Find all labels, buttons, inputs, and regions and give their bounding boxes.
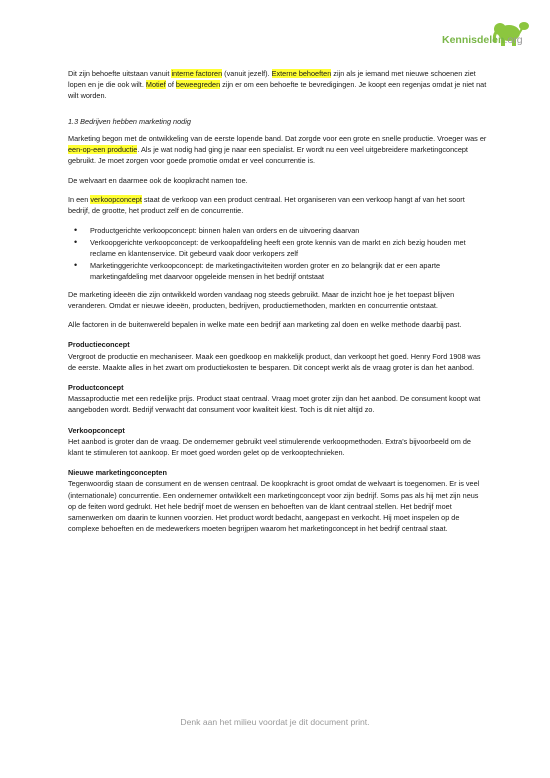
highlight-motief: Motief <box>145 80 166 90</box>
list-item: • Verkoopgerichte verkoopconcept: de verkoopafdeling heeft een grote kennis van de markt en zich bezig houden met reclame en klantenservice. Dit gebeurd vaak door verkopers zelf <box>90 237 488 259</box>
text-run: of <box>165 80 176 90</box>
paragraph-marketing-ideeen: De marketing ideeën die zijn ontwikkeld worden vandaag nog steeds gebruikt. Maar de inzicht hoe je het toepast blijven veranderen. Omdat er nieuwe ideeën, producten, bedrijven, productiemethoden, markten en concurrentie ontstaat. <box>68 289 455 310</box>
concept-text: Massaproductie met een redelijke prijs. Product staat centraal. Vraag moet groter zijn dan het aanbod. De consument koopt wat aangeboden wordt. Bedrijf verwacht dat consument voor kwaliteit kiest. Toch is dit niet altijd zo. <box>68 394 481 415</box>
paragraph-welvaart: De welvaart en daarmee ook de koopkracht namen toe. <box>68 175 248 185</box>
logo-wordmark[interactable] <box>442 34 523 46</box>
highlight-externe-behoeften: Externe behoeften <box>271 69 332 78</box>
paragraph-marketing-begin <box>68 133 488 167</box>
text-run: Dit zijn behoefte uitstaan vanuit <box>68 69 172 78</box>
concept-text: Tegenwoordig staan de consument en de wensen centraal. De koopkracht is groot omdat de welvaart is toegenomen. Er is veel (internationale) concurrentie. Een ondernemer ontwikkelt een marketingconcept voor zijn bedrijf. Soms pas als hij met zijn neus op de feiten word gedrukt. Het hele bedrijf moet de wensen en behoeften van de klant centraal stellen. Het bedrijf moet samenwerken om daarin te kunnen voorzien. Het product wordt bedacht, aangepast en verkocht. Hij moet inspelen op de complexe behoeften en de medewerkers moeten begrijpen waarom het marketingconcept in het bedrijf centraal staat. <box>68 479 480 534</box>
paragraph-verkoopconcept <box>68 194 488 216</box>
text-run: zijn er om een behoefte te bevredigingen. Je koopt een regenjas omdat je niet nat wilt worden. <box>68 80 487 101</box>
list-item: • Marketinggerichte verkoopconcept: de marketingactiviteiten worden groter en zo belangrijk dat er een aparte marketingafdeling met daarvoor opgeleide mensen in het bedrijf ontstaat <box>90 260 488 282</box>
text-run: Marketing begon met de ontwikkeling van de eerste lopende band. Dat zorgde voor een grote en snelle productie. Vroeger was er <box>68 133 487 143</box>
highlight-verkoopconcept: verkoopconcept <box>90 195 142 204</box>
text-run: staat de verkoop van een product centraal. Het organiseren van een verkoop hangt af van het soort bedrijf, de grootte, het product zelf en de concurrentie. <box>68 195 465 216</box>
footer-note: Denk aan het milieu voordat je dit document print. <box>180 717 370 727</box>
document-body <box>68 68 488 543</box>
section-title: 1.3 Bedrijven hebben marketing nodig <box>68 116 191 126</box>
text-run: In een <box>68 195 91 204</box>
paragraph-factoren: Alle factoren in de buitenwereld bepalen in welke mate een bedrijf aan marketing zal doen en welke methode daarbij past. <box>68 320 462 330</box>
highlight-beweegreden: beweegreden <box>175 80 221 90</box>
text-run: zijn als je iemand met nieuwe schoenen ziet lopen en je die ook wilt. <box>68 69 476 90</box>
concept-text: Vergroot de productie en mechaniseer. Maak een goedkoop en makkelijk product, dan verkoopt het goed. Henry Ford 1908 was de eerste. Maakte alles in het zwart om productiekosten te besparen. Dit concept werkt als de vraag groter is dan het aanbod. <box>68 351 481 372</box>
paragraph-behoefte <box>68 68 488 102</box>
text-run: . Als je wat nodig had ging je naar een specialist. Er wordt nu een veel uitgebreidere marketingconcept gebruikt. Je moet zorgen voor goede promotie omdat er veel concurrentie is. <box>68 145 468 166</box>
text-run: (vanuit jezelf). <box>222 69 272 78</box>
concept-heading: Productieconcept <box>68 340 130 350</box>
list-item: • Productgerichte verkoopconcept: binnen halen van orders en de uitvoering daarvan <box>90 225 488 236</box>
logo-name: Kennisdelen <box>442 34 505 46</box>
highlight-een-op-een-productie: een-op-een productie <box>68 145 138 155</box>
logo-tld: .org <box>504 34 523 46</box>
highlight-interne-factoren: interne factoren <box>171 69 223 78</box>
bullet-list <box>68 225 488 283</box>
concept-heading: Productconcept <box>68 383 124 393</box>
concept-heading: Nieuwe marketingconcepten <box>68 468 167 478</box>
concept-heading: Verkoopconcept <box>68 425 125 435</box>
concept-text: Het aanbod is groter dan de vraag. De ondernemer gebruikt veel stimulerende verkoopmethoden. Extra's bijvoorbeeld om de klant te stimuleren tot aankoop. Er moet goed worden gelet op de verkooptechnieken. <box>68 436 471 458</box>
